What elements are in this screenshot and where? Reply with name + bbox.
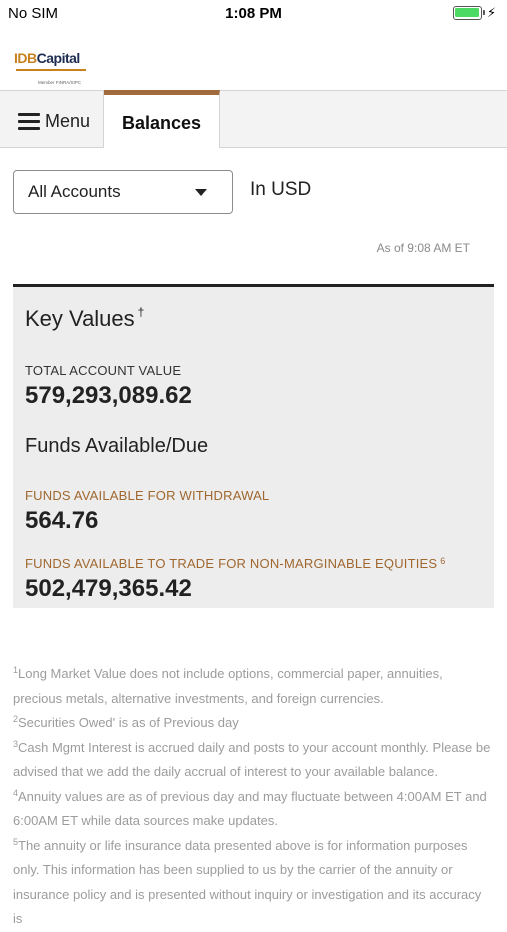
tab-balances-label: Balances [121, 113, 202, 133]
footnotes [13, 662, 493, 932]
footnote-3: $^3$Cash Mgmt Interest is accrued daily and posts to your account monthly. Please be advised that we add the daily accrual of interest to your available balance. [13, 738, 491, 779]
funds-trade-label: FUNDS AVAILABLE TO TRADE FOR NON-MARGINABLE EQUITIES $^6$ [25, 556, 446, 571]
battery-icon [453, 6, 497, 22]
footnote-4: $^4$Annuity values are as of previous day and may fluctuate between 4:00AM ET and 6:00AM ET while data sources make updates. [13, 787, 487, 828]
dagger-mark: † [137, 305, 145, 319]
menu-button[interactable] [0, 91, 104, 147]
status-time: 1:08 PM [225, 5, 282, 22]
charging-bolt-icon: ⚡︎ [487, 5, 497, 20]
footnote-ref-6: 6 [440, 556, 446, 566]
carrier-label: No SIM [8, 5, 59, 22]
funds-withdrawal-value: 564.76 [25, 507, 99, 534]
key-values-panel [13, 284, 494, 608]
logo-member-text: Member FINRA/SIPC [38, 80, 82, 85]
footnote-5: $^5$The annuity or life insurance data presented above is for information purposes only. This information has been supplied to us by the carrier of the annuity or insurance policy and is presented without inquiry or investigation and its accuracy is [13, 836, 482, 926]
currency-label: In USD [250, 179, 312, 200]
idb-capital-logo: IDBCapital Member FINRA/SIPC [14, 50, 94, 90]
menu-label: Menu [45, 111, 91, 131]
total-account-value: 579,293,089.62 [25, 382, 192, 409]
footnote-1: $^1$Long Market Value does not include options, commercial paper, annuities, precious metals, alternative investments, and foreign currencies. [13, 665, 443, 706]
key-values-title: Key Values † [25, 305, 145, 331]
funds-section-title: Funds Available/Due [25, 435, 209, 457]
hamburger-icon [18, 113, 40, 130]
tab-bar [0, 90, 507, 148]
total-account-value-label: TOTAL ACCOUNT VALUE [25, 363, 182, 378]
as-of-timestamp: As of 9:08 AM ET [376, 241, 470, 255]
funds-trade-value: 502,479,365.42 [25, 575, 192, 602]
tab-balances[interactable] [104, 90, 220, 148]
caret-down-icon [195, 189, 207, 196]
footnote-2: $^2$Securities Owed' is as of Previous day [13, 714, 239, 730]
funds-withdrawal-label: FUNDS AVAILABLE FOR WITHDRAWAL [25, 488, 270, 503]
account-select-value: All Accounts [28, 182, 121, 201]
status-bar [0, 0, 507, 28]
account-select[interactable] [13, 170, 233, 214]
